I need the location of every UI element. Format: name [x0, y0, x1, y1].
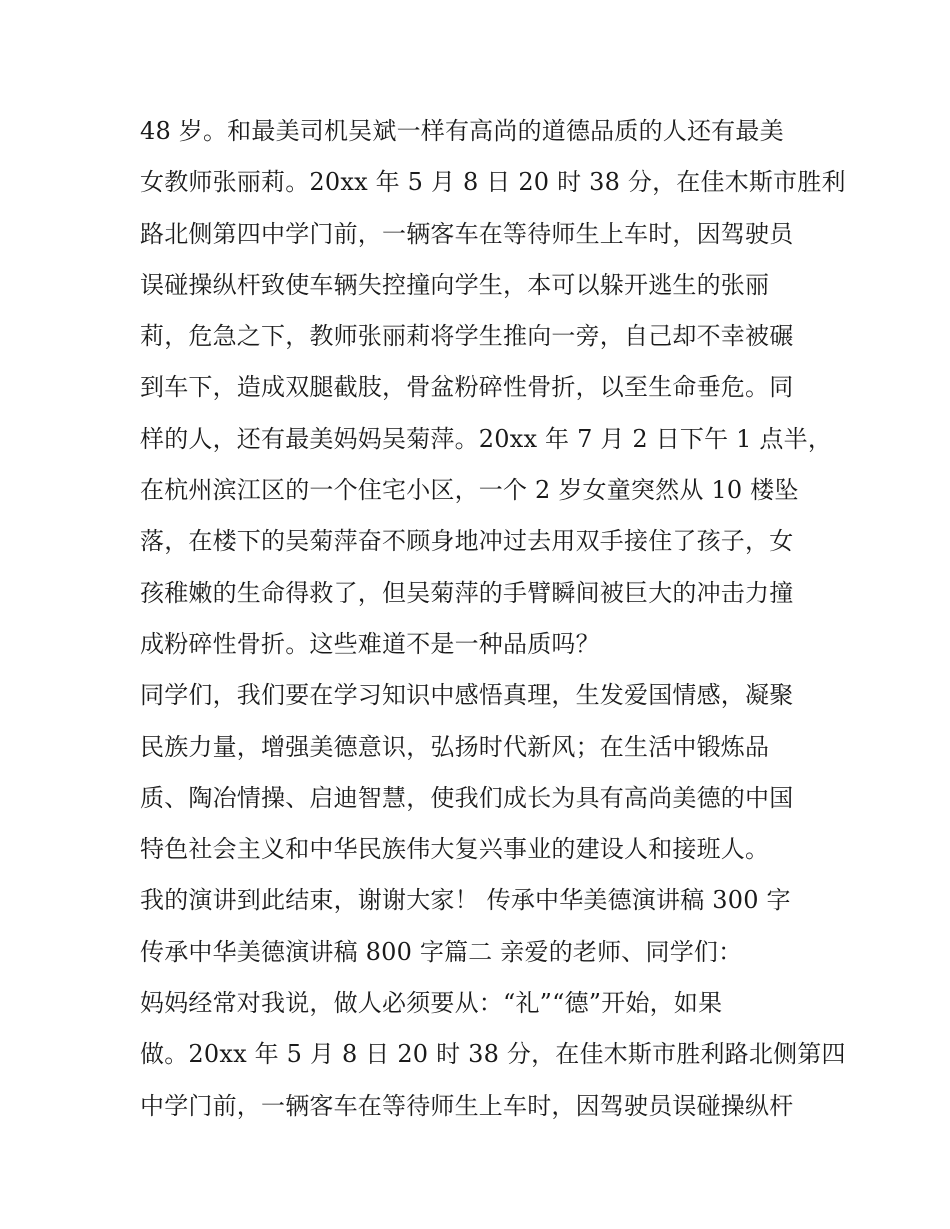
text-line: 48 岁。和最美司机吴斌一样有高尚的道德品质的人还有最美: [140, 117, 784, 145]
text-line: 在杭州滨江区的一个住宅小区，一个 2 岁女童突然从 10 楼坠: [140, 476, 799, 505]
text-line: 传承中华美德演讲稿 800 字篇二 亲爱的老师、同学们：: [140, 937, 743, 966]
text-line: 落，在楼下的吴菊萍奋不顾身地冲过去用双手接住了孩子，女: [140, 527, 794, 556]
text-line: 样的人，还有最美妈妈吴菊萍。20xx 年 7 月 2 日下午 1 点半，: [140, 424, 833, 453]
text-line: 中学门前，一辆客车在等待师生上车时，因驾驶员误碰操纵杆: [140, 1091, 794, 1120]
text-line: 女教师张丽莉。20xx 年 5 月 8 日 20 时 38 分，在佳木斯市胜利: [140, 168, 846, 197]
text-line: 做。20xx 年 5 月 8 日 20 时 38 分，在佳木斯市胜利路北侧第四: [140, 1040, 846, 1069]
text-line: 特色社会主义和中华民族伟大复兴事业的建设人和接班人。: [140, 835, 770, 864]
text-line: 妈妈经常对我说，做人必须要从：“礼”“德”开始，如果: [140, 989, 723, 1018]
text-line: 民族力量，增强美德意识，弘扬时代新风；在生活中锻炼品: [140, 732, 770, 761]
text-line: 路北侧第四中学门前，一辆客车在等待师生上车时，因驾驶员: [140, 219, 794, 248]
text-line: 同学们，我们要在学习知识中感悟真理，生发爱国情感，凝聚: [140, 681, 794, 710]
text-line: 我的演讲到此结束，谢谢大家！ 传承中华美德演讲稿 300 字: [140, 886, 791, 915]
text-line: 孩稚嫩的生命得救了，但吴菊萍的手臂瞬间被巨大的冲击力撞: [140, 578, 794, 607]
text-line: 莉，危急之下，教师张丽莉将学生推向一旁，自己却不幸被碾: [140, 322, 794, 351]
text-line: 误碰操纵杆致使车辆失控撞向学生，本可以躲开逃生的张丽: [140, 270, 770, 299]
text-line: 到车下，造成双腿截肢，骨盆粉碎性骨折，以至生命垂危。同: [140, 373, 794, 402]
text-line: 质、陶冶情操、启迪智慧，使我们成长为具有高尚美德的中国: [140, 783, 794, 812]
text-line: 成粉碎性骨折。这些难道不是一种品质吗？: [140, 629, 600, 658]
document-body: [140, 106, 846, 1132]
